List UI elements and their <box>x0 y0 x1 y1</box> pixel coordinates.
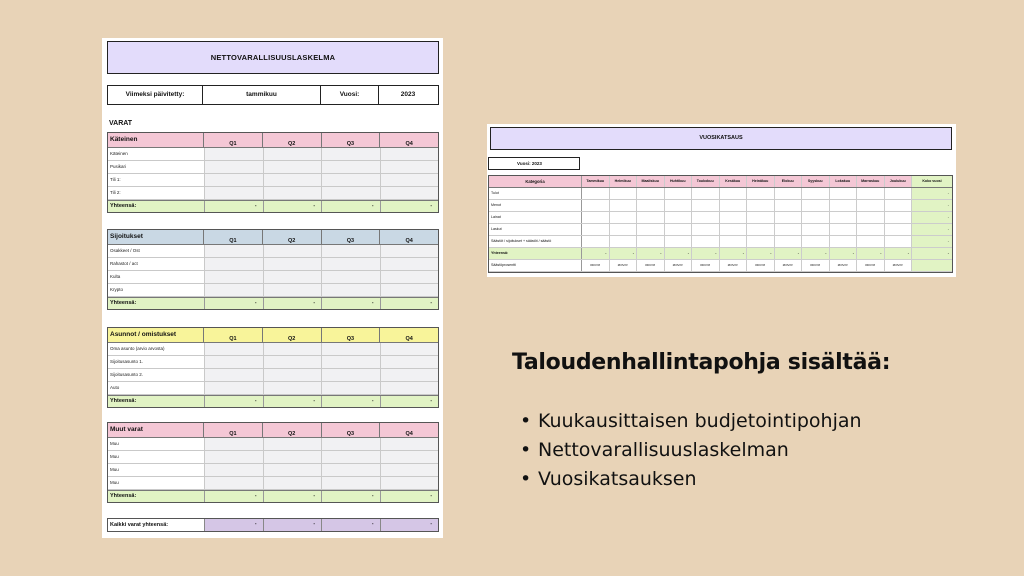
quarter-header: Q2 <box>263 423 322 437</box>
year-total-cell: - <box>912 236 952 247</box>
value-cell <box>204 382 263 394</box>
savings-label: Säästöprosentti <box>489 260 582 271</box>
section-header <box>108 230 438 245</box>
value-cell <box>204 258 263 270</box>
month-total: - <box>665 248 693 259</box>
savings-cell: #DIV/0! <box>747 260 775 271</box>
month-cell <box>885 236 913 247</box>
yearly-table <box>488 175 953 273</box>
section-total-row <box>108 200 438 212</box>
month-header: Huhtikuu <box>665 176 693 187</box>
category-label: Laskut <box>489 224 582 235</box>
month-total: - <box>692 248 720 259</box>
month-cell <box>885 188 913 199</box>
month-total: - <box>720 248 748 259</box>
value-cell <box>321 451 380 463</box>
month-cell <box>692 224 720 235</box>
month-cell <box>802 212 830 223</box>
value-cell <box>380 174 439 186</box>
month-total: - <box>610 248 638 259</box>
value-cell <box>380 161 439 173</box>
month-cell <box>582 188 610 199</box>
value-cell <box>263 438 322 450</box>
table-row <box>489 188 952 200</box>
month-cell <box>637 236 665 247</box>
month-cell <box>775 224 803 235</box>
month-cell <box>692 236 720 247</box>
table-row <box>108 271 438 284</box>
quarter-header: Q2 <box>263 133 322 147</box>
year-total-header: Koko vuosi <box>912 176 952 187</box>
total-label: Yhteensä: <box>110 203 137 209</box>
month-header: Maaliskuu <box>637 176 665 187</box>
month-cell <box>610 188 638 199</box>
month-total: - <box>857 248 885 259</box>
month-cell <box>582 236 610 247</box>
quarter-header: Q3 <box>322 328 381 342</box>
value-cell <box>204 369 263 381</box>
table-row <box>108 369 438 382</box>
month-cell <box>610 212 638 223</box>
month-header: Joulukuu <box>885 176 913 187</box>
table-row <box>108 464 438 477</box>
total-value: - <box>263 201 322 212</box>
month-total: - <box>885 248 913 259</box>
month-cell <box>665 236 693 247</box>
value-cell <box>380 258 439 270</box>
value-cell <box>204 438 263 450</box>
year-total-cell <box>912 260 952 271</box>
month-header: Lokakuu <box>830 176 858 187</box>
table-row <box>108 161 438 174</box>
month-cell <box>582 212 610 223</box>
month-cell <box>857 188 885 199</box>
value-cell <box>321 187 380 199</box>
all-assets-label: Kaikki varat yhteensä: <box>110 522 169 528</box>
row-label: Sijoitusasunto 2. <box>110 372 144 377</box>
month-header: Tammikuu <box>582 176 610 187</box>
savings-cell: #DIV/0! <box>637 260 665 271</box>
row-label: Käteinen <box>110 151 128 156</box>
month-cell <box>775 200 803 211</box>
month-cell <box>830 188 858 199</box>
category-label: Menot <box>489 200 582 211</box>
category-label: Lainat <box>489 212 582 223</box>
table-row <box>108 438 438 451</box>
updated-label: Viimeksi päivitetty: <box>108 86 203 104</box>
month-total: - <box>775 248 803 259</box>
section-title: Muut varat <box>108 423 204 437</box>
row-label: Auto <box>110 385 120 390</box>
yearly-total-row <box>489 248 952 260</box>
month-cell <box>720 212 748 223</box>
row-label: Osakkeet / Ost <box>110 248 140 253</box>
table-row <box>489 224 952 236</box>
value-cell <box>204 356 263 368</box>
savings-cell: #DIV/0! <box>665 260 693 271</box>
category-label: Säästöt / sijoitukset + säästöt / säästö <box>489 236 582 247</box>
savings-cell: #DIV/0! <box>692 260 720 271</box>
value-cell <box>321 271 380 283</box>
value-cell <box>380 343 439 355</box>
value-cell <box>204 451 263 463</box>
month-total: - <box>637 248 665 259</box>
table-row <box>108 187 438 200</box>
value-cell <box>263 477 322 489</box>
value-cell <box>263 148 322 160</box>
feature-item: • Vuosikatsauksen <box>520 468 862 497</box>
yearly-title: VUOSIKATSAUS <box>490 127 952 150</box>
value-cell <box>263 284 322 296</box>
month-cell <box>830 212 858 223</box>
value-cell <box>263 271 322 283</box>
all-assets-total-row <box>107 518 439 532</box>
section-total-row <box>108 395 438 407</box>
section-total-row <box>108 297 438 309</box>
table-row <box>489 200 952 212</box>
month-cell <box>857 224 885 235</box>
year-label: Vuosi: <box>321 86 379 104</box>
total-value: - <box>321 201 380 212</box>
quarter-header: Q1 <box>204 133 263 147</box>
value-cell <box>263 245 322 257</box>
month-cell <box>610 224 638 235</box>
feature-list <box>520 410 862 497</box>
savings-cell: #DIV/0! <box>582 260 610 271</box>
total-value: - <box>321 396 380 407</box>
table-row <box>489 236 952 248</box>
value-cell <box>204 161 263 173</box>
month-cell <box>665 200 693 211</box>
month-header: Kesäkuu <box>720 176 748 187</box>
value-cell <box>204 245 263 257</box>
month-cell <box>720 188 748 199</box>
quarter-header: Q1 <box>204 230 263 244</box>
updated-row <box>107 85 439 105</box>
category-header: Kategoria <box>489 176 582 187</box>
value-cell <box>321 343 380 355</box>
month-header: Heinäkuu <box>747 176 775 187</box>
row-label: Pusikari <box>110 164 127 169</box>
value-cell <box>321 284 380 296</box>
value-cell <box>321 382 380 394</box>
value-cell <box>204 174 263 186</box>
month-cell <box>885 212 913 223</box>
total-value: - <box>263 298 322 309</box>
value-cell <box>204 343 263 355</box>
value-cell <box>380 451 439 463</box>
savings-cell: #DIV/0! <box>830 260 858 271</box>
month-cell <box>747 236 775 247</box>
value-cell <box>204 271 263 283</box>
table-row <box>108 356 438 369</box>
month-cell <box>857 212 885 223</box>
month-header: Syyskuu <box>802 176 830 187</box>
month-cell <box>775 236 803 247</box>
updated-value: tammikuu <box>203 86 321 104</box>
value-cell <box>380 356 439 368</box>
value-cell <box>321 148 380 160</box>
row-label: Muu <box>110 454 119 459</box>
month-cell <box>885 200 913 211</box>
yearly-overview-preview <box>487 124 956 277</box>
total-value: - <box>380 491 439 502</box>
section-header <box>108 328 438 343</box>
headline: Taloudenhallintapohja sisältää: <box>512 350 891 375</box>
value-cell <box>263 464 322 476</box>
table-row <box>108 343 438 356</box>
month-cell <box>830 236 858 247</box>
row-label: Muu <box>110 467 119 472</box>
month-cell <box>830 200 858 211</box>
asset-section <box>107 229 439 310</box>
month-cell <box>610 236 638 247</box>
yearly-year: Vuosi: 2023 <box>488 157 580 170</box>
month-cell <box>747 200 775 211</box>
value-cell <box>263 451 322 463</box>
month-cell <box>747 188 775 199</box>
savings-cell: #DIV/0! <box>857 260 885 271</box>
value-cell <box>204 187 263 199</box>
month-cell <box>830 224 858 235</box>
total-value: - <box>263 396 322 407</box>
month-header: Elokuu <box>775 176 803 187</box>
month-cell <box>665 224 693 235</box>
savings-cell: #DIV/0! <box>885 260 913 271</box>
month-cell <box>720 200 748 211</box>
net-worth-sheet-preview <box>102 38 443 538</box>
total-value: - <box>204 201 263 212</box>
month-cell <box>637 200 665 211</box>
year-total-cell: - <box>912 200 952 211</box>
value-cell <box>380 245 439 257</box>
value-cell <box>321 356 380 368</box>
value-cell <box>263 382 322 394</box>
year-total-cell: - <box>912 212 952 223</box>
month-total: - <box>747 248 775 259</box>
table-row <box>108 451 438 464</box>
asset-section <box>107 422 439 503</box>
value-cell <box>263 174 322 186</box>
total-value: - <box>380 201 439 212</box>
section-header <box>108 423 438 438</box>
value-cell <box>321 258 380 270</box>
savings-cell: #DIV/0! <box>775 260 803 271</box>
value-cell <box>380 187 439 199</box>
month-cell <box>637 188 665 199</box>
value-cell <box>321 477 380 489</box>
quarter-header: Q2 <box>263 230 322 244</box>
net-worth-title: NETTOVARALLISUUSLASKELMA <box>107 41 439 74</box>
value-cell <box>380 464 439 476</box>
month-header: Marraskuu <box>857 176 885 187</box>
value-cell <box>204 464 263 476</box>
value-cell <box>321 369 380 381</box>
total-value: - <box>380 298 439 309</box>
section-title: Käteinen <box>108 133 204 147</box>
asset-section <box>107 132 439 213</box>
value-cell <box>380 477 439 489</box>
month-cell <box>720 224 748 235</box>
quarter-header: Q4 <box>405 238 413 244</box>
assets-heading: VARAT <box>109 120 133 127</box>
value-cell <box>263 356 322 368</box>
feature-item: • Kuukausittaisen budjetointipohjan <box>520 410 862 439</box>
quarter-header: Q4 <box>405 336 413 342</box>
year-total-cell: - <box>912 224 952 235</box>
value-cell <box>263 369 322 381</box>
month-cell <box>747 212 775 223</box>
month-cell <box>692 212 720 223</box>
month-cell <box>802 200 830 211</box>
table-row <box>108 284 438 297</box>
month-cell <box>665 212 693 223</box>
total-value: - <box>380 396 439 407</box>
section-header <box>108 133 438 148</box>
month-total: - <box>582 248 610 259</box>
value-cell <box>204 477 263 489</box>
row-label: Tili 1: <box>110 177 121 182</box>
quarter-header: Q3 <box>322 133 381 147</box>
row-label: Tili 2: <box>110 190 121 195</box>
table-row <box>108 174 438 187</box>
row-label: Oma asunto (arvio arvosta) <box>110 346 165 351</box>
year-value: 2023 <box>400 91 416 98</box>
month-cell <box>610 200 638 211</box>
table-row <box>108 382 438 395</box>
all-assets-q1: - <box>204 519 263 531</box>
value-cell <box>204 148 263 160</box>
quarter-header: Q4 <box>405 431 413 437</box>
value-cell <box>380 369 439 381</box>
total-value: - <box>321 491 380 502</box>
total-value: - <box>204 396 263 407</box>
row-label: Kulta <box>110 274 121 279</box>
month-cell <box>802 236 830 247</box>
total-label: Yhteensä: <box>489 248 582 259</box>
value-cell <box>321 438 380 450</box>
value-cell <box>380 284 439 296</box>
month-cell <box>857 200 885 211</box>
table-row <box>108 245 438 258</box>
total-label: Yhteensä: <box>110 300 137 306</box>
value-cell <box>263 187 322 199</box>
row-label: Krypto <box>110 287 124 292</box>
month-cell <box>747 224 775 235</box>
section-title: Asunnot / omistukset <box>108 328 204 342</box>
month-header: Toukokuu <box>692 176 720 187</box>
month-cell <box>775 212 803 223</box>
month-total: - <box>830 248 858 259</box>
month-cell <box>885 224 913 235</box>
month-cell <box>857 236 885 247</box>
value-cell <box>263 161 322 173</box>
savings-cell: #DIV/0! <box>720 260 748 271</box>
savings-cell: #DIV/0! <box>610 260 638 271</box>
savings-rate-row <box>489 260 952 272</box>
row-label: Sijoitusasunto 1. <box>110 359 144 364</box>
total-value: - <box>204 491 263 502</box>
quarter-header: Q2 <box>263 328 322 342</box>
yearly-header-row <box>489 176 952 188</box>
row-label: Muu <box>110 480 119 485</box>
total-label: Yhteensä: <box>110 398 137 404</box>
value-cell <box>263 343 322 355</box>
savings-cell: #DIV/0! <box>802 260 830 271</box>
year-total-cell: - <box>912 188 952 199</box>
quarter-header: Q3 <box>322 230 381 244</box>
value-cell <box>263 258 322 270</box>
total-value: - <box>321 298 380 309</box>
year-total-cell: - <box>912 248 952 259</box>
value-cell <box>321 245 380 257</box>
value-cell <box>380 382 439 394</box>
month-total: - <box>802 248 830 259</box>
month-cell <box>637 212 665 223</box>
month-cell <box>720 236 748 247</box>
month-cell <box>802 224 830 235</box>
month-cell <box>637 224 665 235</box>
quarter-header: Q1 <box>204 423 263 437</box>
quarter-header: Q3 <box>322 423 381 437</box>
month-cell <box>802 188 830 199</box>
month-cell <box>582 200 610 211</box>
value-cell <box>204 284 263 296</box>
value-cell <box>321 174 380 186</box>
total-label: Yhteensä: <box>110 493 137 499</box>
table-row <box>489 212 952 224</box>
row-label: Muu <box>110 441 119 446</box>
value-cell <box>321 161 380 173</box>
table-row <box>108 258 438 271</box>
value-cell <box>321 464 380 476</box>
table-row <box>108 148 438 161</box>
value-cell <box>380 438 439 450</box>
asset-section <box>107 327 439 408</box>
total-value: - <box>204 298 263 309</box>
category-label: Tulot <box>489 188 582 199</box>
month-header: Helmikuu <box>610 176 638 187</box>
month-cell <box>775 188 803 199</box>
feature-item: • Nettovarallisuuslaskelman <box>520 439 862 468</box>
section-title: Sijoitukset <box>108 230 204 244</box>
month-cell <box>665 188 693 199</box>
quarter-header: Q4 <box>405 141 413 147</box>
value-cell <box>380 148 439 160</box>
month-cell <box>582 224 610 235</box>
all-assets-q3: - <box>321 519 380 531</box>
all-assets-q4: - <box>380 519 439 531</box>
section-total-row <box>108 490 438 502</box>
month-cell <box>692 200 720 211</box>
all-assets-q2: - <box>263 519 322 531</box>
row-label: Rahastot / act <box>110 261 138 266</box>
quarter-header: Q1 <box>204 328 263 342</box>
total-value: - <box>263 491 322 502</box>
month-cell <box>692 188 720 199</box>
table-row <box>108 477 438 490</box>
value-cell <box>380 271 439 283</box>
